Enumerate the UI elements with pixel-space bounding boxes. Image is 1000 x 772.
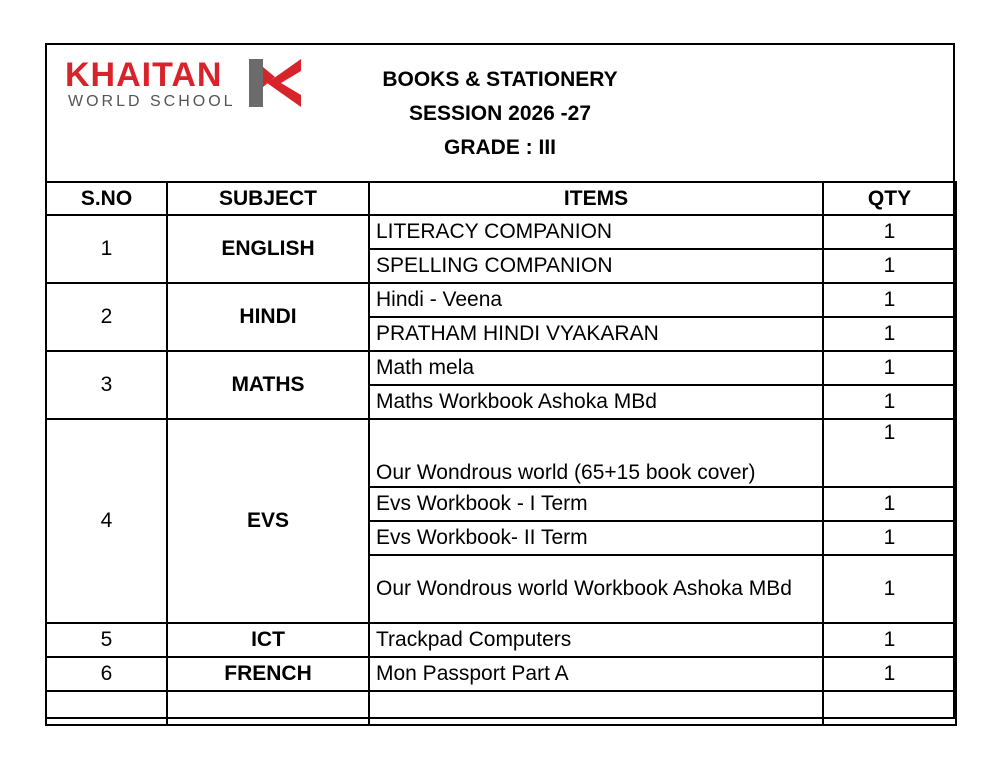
- qty-cell: 1: [823, 657, 956, 691]
- table-row: [46, 351, 956, 385]
- empty-table-row: [46, 691, 956, 725]
- k-chevron-icon: [249, 59, 301, 107]
- subject-cell: FRENCH: [167, 657, 369, 691]
- item-cell: Evs Workbook- II Term: [369, 521, 823, 555]
- column-header-sno: S.NO: [46, 182, 167, 215]
- item-cell: SPELLING COMPANION: [369, 249, 823, 283]
- book-list-table: [45, 181, 957, 726]
- item-cell: Evs Workbook - I Term: [369, 487, 823, 521]
- title-books-stationery: BOOKS & STATIONERY: [382, 68, 618, 91]
- item-cell: LITERACY COMPANION: [369, 215, 823, 249]
- item-cell: Mon Passport Part A: [369, 657, 823, 691]
- qty-cell: 1: [823, 249, 956, 283]
- logo-name: KHAITAN: [65, 56, 223, 94]
- sno-cell: 4: [46, 419, 167, 623]
- sheet-header: [47, 45, 953, 181]
- school-logo: [65, 57, 305, 117]
- item-cell: Our Wondrous world Workbook Ashoka MBd: [369, 555, 823, 623]
- qty-cell: 1: [823, 283, 956, 317]
- sno-cell: 5: [46, 623, 167, 657]
- item-cell: Our Wondrous world (65+15 book cover): [369, 419, 823, 487]
- empty-cell: [823, 691, 956, 725]
- item-cell: Hindi - Veena: [369, 283, 823, 317]
- item-cell: PRATHAM HINDI VYAKARAN: [369, 317, 823, 351]
- subject-cell: ENGLISH: [167, 215, 369, 283]
- item-cell: Maths Workbook Ashoka MBd: [369, 385, 823, 419]
- empty-cell: [167, 691, 369, 725]
- subject-cell: HINDI: [167, 283, 369, 351]
- qty-cell: 1: [823, 623, 956, 657]
- table-row: [46, 657, 956, 691]
- logo-subtitle: WORLD SCHOOL: [68, 93, 236, 110]
- sheet-titles: [347, 63, 653, 165]
- subject-cell: EVS: [167, 419, 369, 623]
- sno-cell: 3: [46, 351, 167, 419]
- qty-cell: 1: [823, 555, 956, 623]
- sno-cell: 2: [46, 283, 167, 351]
- item-cell: Math mela: [369, 351, 823, 385]
- title-session: SESSION 2026 -27: [408, 102, 592, 125]
- title-grade: GRADE : III: [443, 136, 556, 159]
- table-row: [46, 419, 956, 487]
- table-row: [46, 215, 956, 249]
- column-header-qty: QTY: [823, 182, 956, 215]
- subject-cell: MATHS: [167, 351, 369, 419]
- qty-cell: 1: [823, 385, 956, 419]
- table-row: [46, 283, 956, 317]
- qty-cell: 1: [823, 215, 956, 249]
- qty-cell: 1: [823, 351, 956, 385]
- book-list-sheet: [45, 43, 955, 719]
- qty-cell: 1: [823, 521, 956, 555]
- column-header-subject: SUBJECT: [167, 182, 369, 215]
- sno-cell: 6: [46, 657, 167, 691]
- empty-cell: [369, 691, 823, 725]
- column-header-items: ITEMS: [369, 182, 823, 215]
- qty-cell: 1: [823, 317, 956, 351]
- empty-cell: [46, 691, 167, 725]
- qty-cell: 1: [823, 487, 956, 521]
- table-header-row: [46, 182, 956, 215]
- item-cell: Trackpad Computers: [369, 623, 823, 657]
- subject-cell: ICT: [167, 623, 369, 657]
- qty-cell: 1: [823, 419, 956, 487]
- sno-cell: 1: [46, 215, 167, 283]
- table-row: [46, 623, 956, 657]
